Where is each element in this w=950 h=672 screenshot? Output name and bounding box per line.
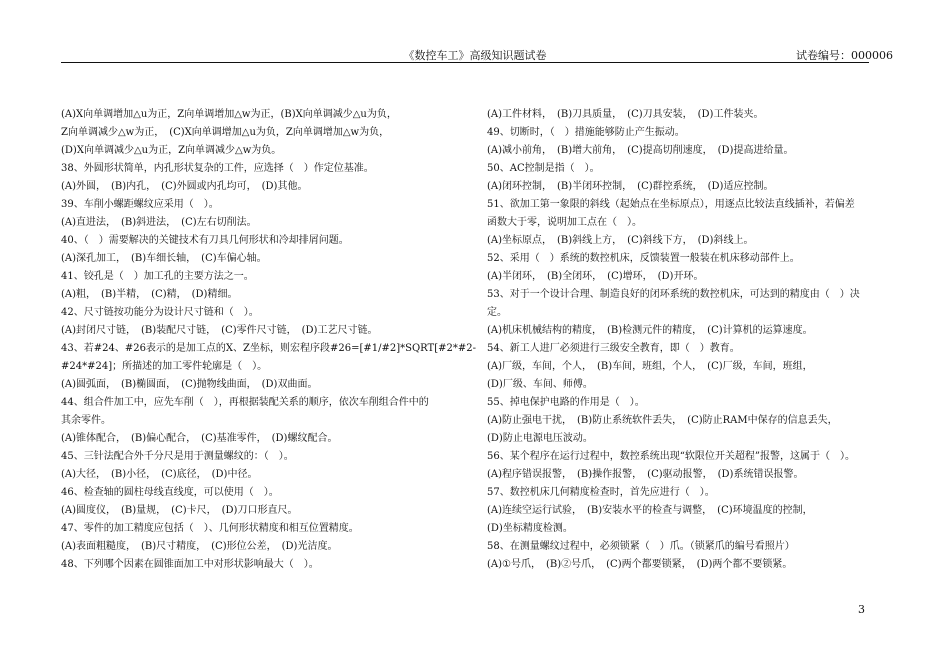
question-40: 40、（ ）需要解决的关键技术有刀具几何形状和冷却排屑问题。	[61, 235, 349, 246]
options-54: (A)厂级，车间，个人， (B)车间，班组，个人， (C)厂级，车间，班组，	[487, 361, 813, 372]
question-43-cont: #24*#24]；所描述的加工零件轮廓是（ ）。	[61, 361, 268, 372]
question-51: 51、欲加工第一象限的斜线（起始点在坐标原点），用逐点比较法直线插补，若偏差	[487, 199, 855, 210]
question-53-cont: 定。	[487, 307, 507, 318]
question-42: 42、尺寸链按功能分为设计尺寸链和（ ）。	[61, 307, 259, 318]
question-56: 56、某个程序在运行过程中，数控系统出现“软限位开关超程”报警，这属于（ ）。	[487, 451, 855, 462]
question-43: 43、若#24、#26表示的是加工点的X、Z坐标，则宏程序段#26=[#1/#2]*SQRT[#2*#2-	[61, 343, 476, 354]
options-39: (A)直进法， (B)斜进法， (C)左右切削法。	[61, 217, 257, 228]
question-48: 48、下列哪个因素在圆锥面加工中对形状影响最大（ ）。	[61, 559, 319, 570]
options-55: (A)防止强电干扰， (B)防止系统软件丢失， (C)防止RAM中保存的信息丢失，	[487, 415, 838, 426]
options-45: (A)大径， (B)小径， (C)底径， (D)中径。	[61, 469, 258, 480]
question-45: 45、三针法配合外千分尺是用于测量螺纹的：（ ）。	[61, 451, 294, 462]
question-58: 58、在测量螺纹过程中，必须锁紧（ ）爪。（锁紧爪的编号看照片）	[487, 541, 795, 552]
options-43: (A)圆弧面， (B)椭圆面， (C)抛物线曲面， (D)双曲面。	[61, 379, 318, 390]
question-50: 50、AC控制是指（ ）。	[487, 163, 600, 174]
header-divider	[61, 62, 869, 63]
question-39: 39、车削小螺距螺纹应采用（ ）。	[61, 199, 219, 210]
options-47: (A)表面粗糙度， (B)尺寸精度， (C)形位公差， (D)光洁度。	[61, 541, 338, 552]
options-57-cont: (D)坐标精度检测。	[487, 523, 573, 534]
options-58: (A)①号爪， (B)②号爪， (C)两个都要锁紧， (D)两个都不要锁紧。	[487, 559, 793, 570]
exam-code: 试卷编号：000006	[796, 49, 893, 62]
text-line: Z向单调减少△w为正， (C)X向单调增加△u为负，Z向单调增加△w为负，	[61, 127, 390, 138]
exam-title: 《数控车工》高级知识题试卷	[403, 49, 547, 62]
options-48: (A)工件材料， (B)刀具质量， (C)刀具安装， (D)工件装夹。	[487, 109, 764, 120]
options-50: (A)闭环控制， (B)半闭环控制， (C)群控系统， (D)适应控制。	[487, 181, 774, 192]
options-52: (A)半闭环， (B)全闭环， (C)增环， (D)开环。	[487, 271, 704, 282]
options-44: (A)锥体配合， (B)偏心配合， (C)基准零件， (D)螺纹配合。	[61, 433, 338, 444]
options-56: (A)程序错误报警， (B)操作报警， (C)驱动报警， (D)系统错误报警。	[487, 469, 804, 480]
question-57: 57、数控机床几何精度检查时，首先应进行（ ）。	[487, 487, 715, 498]
question-51-cont: 函数大于零，说明加工点在（ ）。	[487, 217, 642, 228]
question-49: 49、切断时，（ ）措施能够防止产生振动。	[487, 127, 685, 138]
question-38: 38、外圆形状简单，内孔形状复杂的工件，应选择（ ）作定位基准。	[61, 163, 374, 174]
options-41: (A)粗， (B)半精， (C)精， (D)精细。	[61, 289, 238, 300]
question-54: 54、新工人进厂必须进行三级安全教育，即（ ）教育。	[487, 343, 740, 354]
options-42: (A)封闭尺寸链， (B)装配尺寸链， (C)零件尺寸链， (D)工艺尺寸链。	[61, 325, 378, 336]
question-53: 53、对于一个设计合理、制造良好的闭环系统的数控机床，可达到的精度由（ ）决	[487, 289, 860, 300]
page-number: 3	[858, 603, 865, 616]
question-44: 44、组合件加工中，应先车削（ ），再根据装配关系的顺序，依次车削组合件中的	[61, 397, 429, 408]
question-52: 52、采用（ ）系统的数控机床，反馈装置一般装在机床移动部件上。	[487, 253, 800, 264]
left-question-column	[61, 106, 476, 574]
options-38: (A)外圆， (B)内孔， (C)外圆或内孔均可， (D)其他。	[61, 181, 308, 192]
question-46: 46、检查轴的圆柱母线直线度，可以使用（ ）。	[61, 487, 279, 498]
options-49: (A)减小前角， (B)增大前角， (C)提高切削速度， (D)提高进给量。	[487, 145, 794, 156]
options-46: (A)圆度仪， (B)量规， (C)卡尺， (D)刀口形直尺。	[61, 505, 298, 516]
options-55-cont: (D)防止电源电压波动。	[487, 433, 593, 444]
options-53: (A)机床机械结构的精度， (B)检测元件的精度， (C)计算机的运算速度。	[487, 325, 813, 336]
options-54-cont: (D)厂级、车间、师傅。	[487, 379, 593, 390]
options-40: (A)深孔加工， (B)车细长轴， (C)车偏心轴。	[61, 253, 267, 264]
question-55: 55、掉电保护电路的作用是（ ）。	[487, 397, 645, 408]
right-question-column	[487, 106, 887, 574]
text-line: (A)X向单调增加△u为正，Z向单调增加△w为正，(B)X向单调减少△u为负，	[61, 109, 397, 120]
text-line: (D)X向单调减少△u为正，Z向单调减少△w为负。	[61, 145, 282, 156]
question-41: 41、铰孔是（ ）加工孔的主要方法之一。	[61, 271, 254, 282]
options-57: (A)连续空运行试验， (B)安装水平的检查与调整， (C)环境温度的控制，	[487, 505, 813, 516]
question-44-cont: 其余零件。	[61, 415, 111, 426]
options-51: (A)坐标原点， (B)斜线上方， (C)斜线下方， (D)斜线上。	[487, 235, 754, 246]
question-47: 47、零件的加工精度应包括（ ）、几何形状精度和相互位置精度。	[61, 523, 359, 534]
